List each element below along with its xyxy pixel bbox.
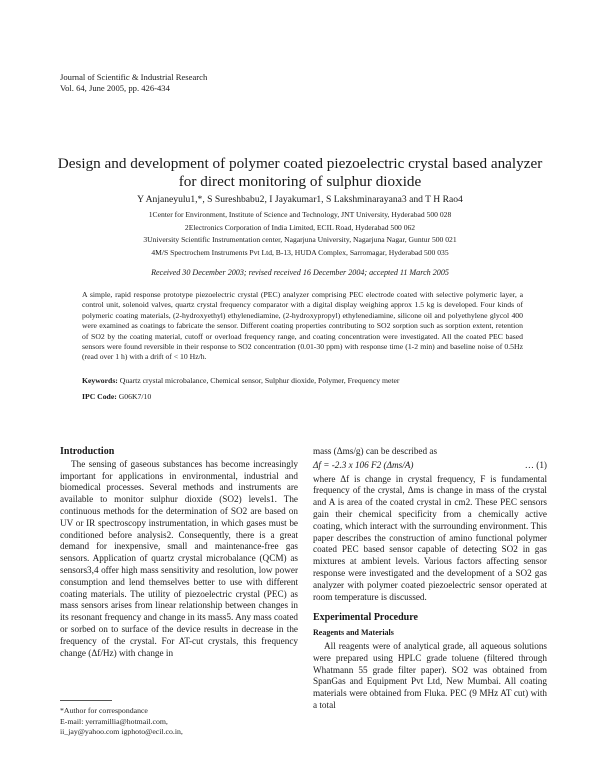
keywords-text: Quartz crystal microbalance, Chemical sensor, Sulphur dioxide, Polymer, Frequency meter: [119, 376, 400, 385]
equation-explanation: where Δf is change in crystal frequency, F is fundamental frequency of the crystal, Δms is change in mass of the crystal and A is area of the coated crystal in cm2. These PEC sensors gain their chemical specificity from a chemically active coating, which interact with the surrounding environment. This paper describes the construction of amino functional polymer coated PEC based sensor capable of detecting SO2 in gas mixtures at ambient levels. Various factors affecting sensor response were investigated and the development of a SO2 gas analyzer with polymer coated piezoelectric sensor operated at room temperature is discussed.: [313, 473, 547, 602]
abstract: A simple, rapid response prototype piezoelectric crystal (PEC) analyzer comprising PEC electrode coated with selective polymeric layer, a control unit, solenoid valves, quartz crystal frequency comparator with a digital display weighing approx 1.5 kg is developed. Four kinds of polymeric coating materials, (2-hydroxyethyl) ethylenediamine, (2-hydroxypropyl) ethylenediamine, silicone oil and polyethylene glycol 400 were examined as coatings to fabricate the sensor. Different coating properties contributing to SO2 sorption such as sorption extent, retention of SO2 by the coating material, cutoff or overload frequency range, and coating concentration were investigated. All the coated PEC based sensors were found reversible in their response to SO2 concentration (0.01-30 ppm) with response time (1-2 min) and baseline noise of 0.5Hz (read over 1 h) with a drift of < 10 Hz/h.: [82, 290, 523, 362]
equation-text: Δf = -2.3 x 106 F2 (Δms/A): [313, 459, 414, 470]
left-column: [60, 446, 298, 659]
equation-number: … (1): [524, 459, 547, 470]
equation-intro: mass (Δms/g) can be described as: [313, 446, 438, 456]
paper-title: [40, 155, 560, 191]
experimental-heading: Experimental Procedure: [313, 612, 418, 624]
footnote-email-2: ii_jay@yahoo.com igphoto@ecil.co.in,: [60, 727, 183, 737]
journal-volume: Vol. 64, June 2005, pp. 426-434: [60, 83, 170, 93]
footnote-correspondence: *Author for correspondance: [60, 706, 148, 715]
introduction-heading: Introduction: [60, 446, 115, 457]
ipc-code: [82, 392, 151, 401]
keywords-label: Keywords:: [82, 376, 118, 385]
title-line-2: for direct monitoring of sulphur dioxide: [178, 173, 422, 190]
footnotes: [60, 706, 183, 738]
journal-name: Journal of Scientific & Industrial Research: [60, 72, 208, 82]
introduction-paragraph: The sensing of gaseous substances has become increasingly important for applications in environmental, industrial and biomedical processes. Several methods and instruments are available to monitor sulphur dioxide (SO2) levels1. The continuous methods for the determination of SO2 are based on UV or IR spectroscopy instrumentation, in which gases must be conditioned before analysis2. Consequently, there is a great demand for inexpensive, small and maintenance-free gas sensors. Application of quartz crystal microbalance (QCM) as sensors3,4 offer high mass sensitivity and resolution, low power consumption and lend themselves better to use with different coating materials. The utility of piezoelectric crystal (PEC) as mass sensors arises from linear relationship between changes in its resonant frequency and change in its mass5. Any mass coated or sorbed on to surface of the device results in decrease in the frequency of the crystal. For AT-cut crystals, this frequency change (Δf/Hz) with change in: [60, 458, 298, 658]
affiliation-4: 4M/S Spectrochem Instruments Pvt Ltd, B-13, HUDA Complex, Sarromagar, Hyderabad 500 035: [151, 248, 449, 258]
affiliation-2: 2Electronics Corporation of India Limited, ECIL Road, Hyderabad 500 062: [184, 222, 416, 232]
reagents-heading: Reagents and Materials: [313, 628, 394, 638]
title-line-1: Design and development of polymer coated piezoelectric crystal based analyzer: [57, 155, 543, 172]
affiliations: [20, 209, 580, 260]
affiliation-3: 3University Scientific Instrumentation center, Nagarjuna University, Nagarjuna Nagar, Guntur 500 021: [143, 235, 457, 245]
journal-header: [60, 72, 207, 94]
reagents-paragraph: All reagents were of analytical grade, all aqueous solutions were prepared using HPLC grade toluene (filtered through Whatmann 55 grade filter paper). SO2 was obtained from SpanGas and Equipment Pvt Ltd, New Mumbai. All coating materials were obtained from Fluka. PEC (9 MHz AT cut) with a total: [313, 640, 547, 710]
keywords: [82, 376, 523, 385]
footnote-divider: [60, 700, 112, 701]
received-dates: Received 30 December 2003; revised received 16 December 2004; accepted 11 March 2005: [151, 268, 449, 277]
ipc-label: IPC Code:: [82, 392, 117, 401]
footnote-email-1: E-mail: yerramillia@hotmail.com,: [60, 716, 168, 726]
right-column: [313, 446, 547, 712]
ipc-value: G06K7/10: [118, 392, 152, 401]
affiliation-1: 1Center for Environment, Institute of Science and Technology, JNT University, Hyderabad 500 028: [148, 210, 452, 219]
authors: Y Anjaneyulu1,*, S Sureshbabu2, I Jayakumar1, S Lakshminarayana3 and T H Rao4: [137, 194, 463, 205]
equation-1: [313, 460, 547, 472]
